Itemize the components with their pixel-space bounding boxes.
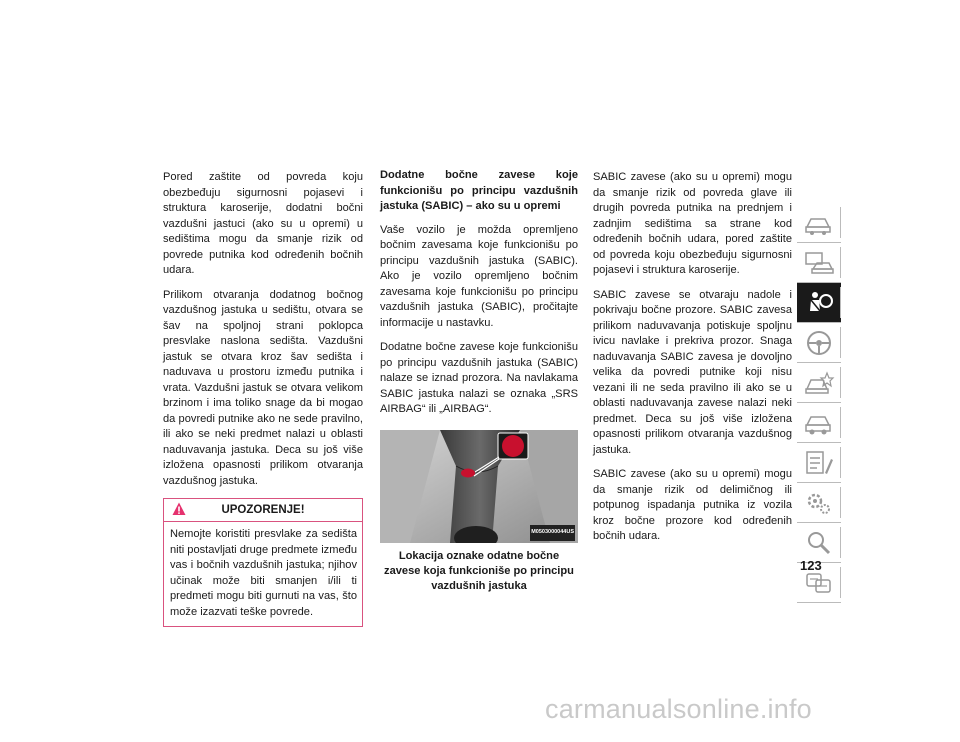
chapter-tabs bbox=[797, 203, 841, 603]
watermark: carmanualsonline.info bbox=[545, 694, 812, 724]
paragraph: SABIC zavese (ako su u opremi) mogu da smanje rizik od delimičnog ili potpunog ispadanja putnika iz vozila kroz bočne prozore kod određenih bočnih udara. bbox=[593, 468, 792, 542]
airbag-label-photo bbox=[380, 430, 578, 543]
tab-car-message[interactable] bbox=[797, 243, 841, 283]
warning-title: UPOZORENJE! bbox=[221, 504, 305, 516]
car-message-icon bbox=[803, 249, 835, 277]
paragraph: Prilikom otvaranja dodatnog bočnog vazdušnog jastuka u sedištu, otvara se šav na spoljnoj strani poklopca presvlake naslona sedišta. Vazdušni jastuk se otvara kroz šav sedišta i naduvava u prostoru između putnika i vrata. Vazdušni jastuk se otvara velikom brzinom i ima toliko snage da bi mogao da povredi putnike ako ne sede pravilno, ili ako se neki predmet nalazi u oblasti naduvavanja jastuka. Deca su još više izložena opasnosti prilikom otvaranja vazdušnog jastuka. bbox=[163, 288, 363, 487]
tab-car-service[interactable] bbox=[797, 403, 841, 443]
car-service-icon bbox=[803, 409, 835, 437]
section-heading: Dodatne bočne zavese koje funkcionišu po principu vazdušnih jastuka (SABIC) – ako su u opremi bbox=[380, 169, 578, 212]
paragraph: Pored zaštite od povreda koju obezbeđuju sigurnosni pojasevi i struktura karoserije, dodatni bočni vazdušni jastuci (ako su u opremi) u sedištima mogu da smanje rizik od povrede putnika kod određenih bočnih udara. bbox=[163, 171, 363, 276]
column-left bbox=[163, 170, 363, 627]
tab-car-dashboard[interactable] bbox=[797, 203, 841, 243]
column-right bbox=[593, 170, 792, 554]
tab-car-crash[interactable] bbox=[797, 363, 841, 403]
paragraph: SABIC zavese se otvaraju nadole i pokrivaju bočne prozore. SABIC zavesa prilikom naduvavanja potiskuje spoljnu ivicu navlake i prekriva prozor. Snaga naduvavanja SABIC zavesa je dovoljno velika da povredi putnike koji nisu vezani ili ne seda pravilno ili ako se u oblasti naduvavanja zavese nalazi neki predmet. Deca su još više izložena opasnosti prilikom otvaranja vazdušnog jastuka. bbox=[593, 288, 792, 456]
paragraph: SABIC zavese (ako su u opremi) mogu da smanje rizik od povreda glave ili drugih povreda putnika na prednjem i zadnjim sedištima sa strane kod određenih bočnih udara, pored zaštite od povreda koju obezbeđuju sigurnosni pojasevi i struktura karoserije. bbox=[593, 171, 792, 276]
tab-index[interactable] bbox=[797, 523, 841, 563]
paragraph: Dodatne bočne zavese koje funkcionišu po principu vazdušnih jastuka (SABIC) nalaze se iznad prozora. Na navlakama SABIC jastuka nalazi se oznaka „SRS AIRBAG“ ili „AIRBAG“. bbox=[380, 341, 578, 415]
warning-box bbox=[163, 498, 363, 627]
warning-text: Nemojte koristiti presvlake za sedišta niti postavljati druge predmete između vas i bočnih vazdušnih jastuka; njihov učinak može biti smanjen i/ili ti predmeti mogu biti gurnuti na vas, što može izazvati teške povrede. bbox=[170, 528, 357, 618]
maintenance-list-icon bbox=[803, 449, 835, 477]
figure-code: M0503000044US bbox=[530, 525, 575, 541]
column-middle bbox=[380, 168, 578, 594]
car-dashboard-icon bbox=[803, 209, 835, 237]
magnifier-icon bbox=[803, 529, 835, 557]
paragraph: Vaše vozilo je možda opremljeno bočnim zavesama koje funkcionišu po principu vazdušnih jastuka (SABIC). Ako je vozilo opremljeno bočnim zavesama koje funkcionišu po principu vazdušnih jastuka (SABIC), pročitajte informacije u nastavku. bbox=[380, 223, 578, 329]
page-number: 123 bbox=[800, 558, 822, 573]
tab-steering-wheel[interactable] bbox=[797, 323, 841, 363]
tab-technical[interactable] bbox=[797, 483, 841, 523]
language-index-icon bbox=[803, 569, 835, 597]
figure-caption: Lokacija oznake odatne bočne zavese koja funkcioniše po principu vazdušnih jastuka bbox=[384, 549, 574, 592]
tab-airbag-seatbelt[interactable] bbox=[797, 283, 841, 323]
gears-icon bbox=[803, 489, 835, 517]
steering-wheel-icon bbox=[803, 329, 835, 357]
airbag-seatbelt-icon bbox=[803, 289, 835, 317]
tab-maintenance[interactable] bbox=[797, 443, 841, 483]
car-crash-icon bbox=[803, 369, 835, 397]
warning-header bbox=[164, 499, 362, 522]
